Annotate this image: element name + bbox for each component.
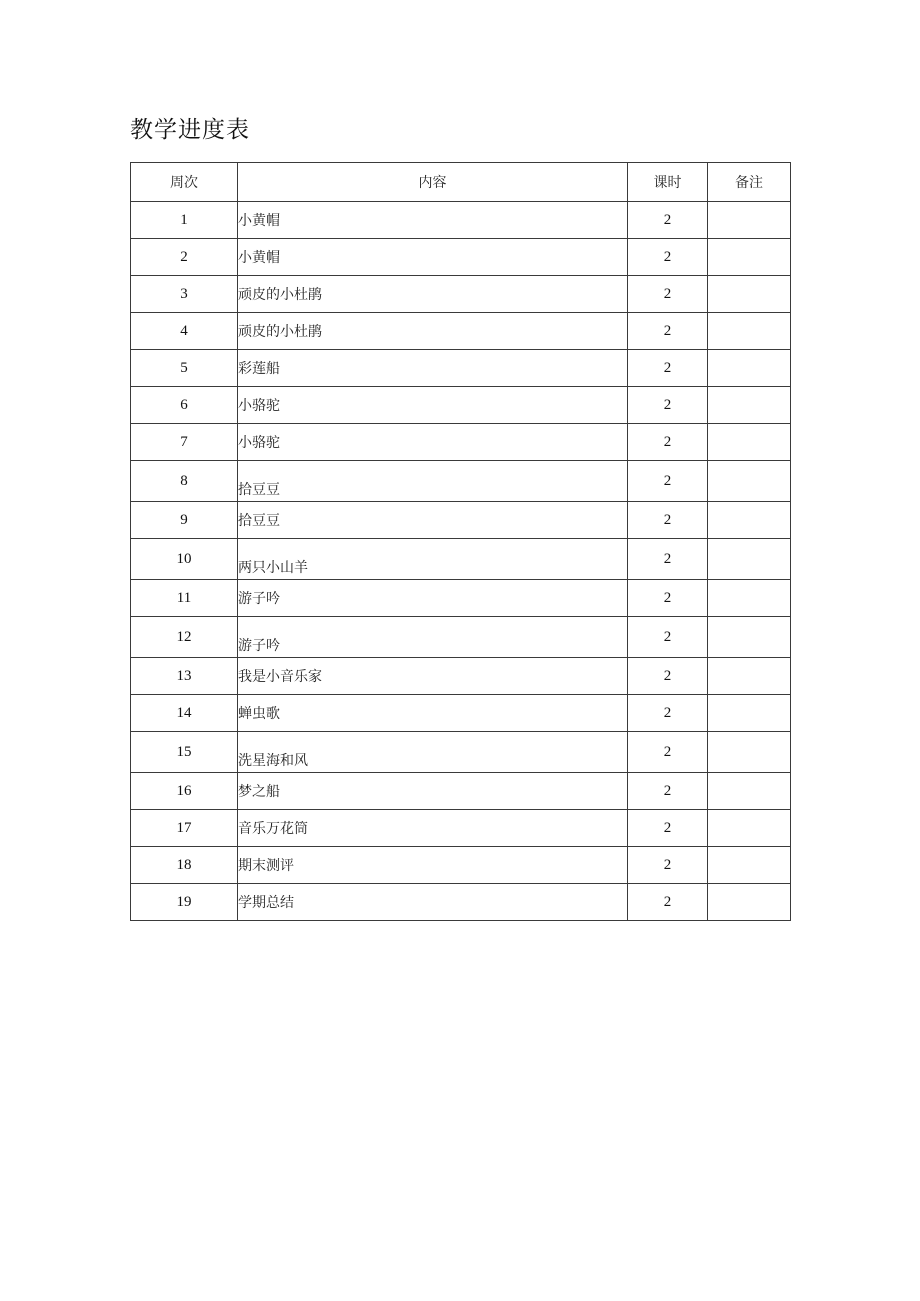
content-cell: 音乐万花筒	[238, 810, 628, 847]
week-cell: 12	[131, 617, 238, 658]
hours-cell: 2	[628, 313, 708, 350]
content-cell: 顽皮的小杜鹃	[238, 276, 628, 313]
table-row	[131, 313, 791, 350]
week-cell: 1	[131, 202, 238, 239]
hours-cell: 2	[628, 424, 708, 461]
table-row	[131, 539, 791, 580]
hours-cell: 2	[628, 810, 708, 847]
notes-cell	[708, 461, 791, 502]
table-row	[131, 276, 791, 313]
notes-cell	[708, 658, 791, 695]
hours-cell: 2	[628, 539, 708, 580]
hours-cell: 2	[628, 695, 708, 732]
notes-cell	[708, 580, 791, 617]
notes-cell	[708, 424, 791, 461]
header-content: 内容	[238, 163, 628, 202]
header-hours: 课时	[628, 163, 708, 202]
header-week: 周次	[131, 163, 238, 202]
week-cell: 18	[131, 847, 238, 884]
week-cell: 15	[131, 732, 238, 773]
table-row	[131, 461, 791, 502]
hours-cell: 2	[628, 773, 708, 810]
content-cell: 小骆驼	[238, 424, 628, 461]
content-cell: 游子吟	[238, 580, 628, 617]
week-cell: 2	[131, 239, 238, 276]
hours-cell: 2	[628, 658, 708, 695]
table-row	[131, 239, 791, 276]
notes-cell	[708, 202, 791, 239]
week-cell: 3	[131, 276, 238, 313]
table-row	[131, 732, 791, 773]
week-cell: 5	[131, 350, 238, 387]
notes-cell	[708, 387, 791, 424]
table-header-row	[131, 163, 791, 202]
hours-cell: 2	[628, 202, 708, 239]
hours-cell: 2	[628, 884, 708, 921]
week-cell: 7	[131, 424, 238, 461]
table-row	[131, 617, 791, 658]
content-cell: 彩莲船	[238, 350, 628, 387]
table-row	[131, 580, 791, 617]
hours-cell: 2	[628, 732, 708, 773]
hours-cell: 2	[628, 847, 708, 884]
hours-cell: 2	[628, 276, 708, 313]
week-cell: 19	[131, 884, 238, 921]
notes-cell	[708, 884, 791, 921]
notes-cell	[708, 695, 791, 732]
notes-cell	[708, 732, 791, 773]
hours-cell: 2	[628, 239, 708, 276]
content-cell: 我是小音乐家	[238, 658, 628, 695]
page-title: 教学进度表	[130, 117, 250, 143]
content-cell: 两只小山羊	[238, 539, 628, 580]
notes-cell	[708, 810, 791, 847]
table-row	[131, 810, 791, 847]
notes-cell	[708, 313, 791, 350]
notes-cell	[708, 847, 791, 884]
table-row	[131, 773, 791, 810]
table-row	[131, 884, 791, 921]
content-cell: 拾豆豆	[238, 461, 628, 502]
week-cell: 6	[131, 387, 238, 424]
header-notes: 备注	[708, 163, 791, 202]
content-cell: 期末测评	[238, 847, 628, 884]
week-cell: 10	[131, 539, 238, 580]
week-cell: 8	[131, 461, 238, 502]
table-row	[131, 424, 791, 461]
content-cell: 拾豆豆	[238, 502, 628, 539]
content-cell: 洗星海和风	[238, 732, 628, 773]
notes-cell	[708, 502, 791, 539]
week-cell: 9	[131, 502, 238, 539]
notes-cell	[708, 539, 791, 580]
notes-cell	[708, 239, 791, 276]
table-body	[131, 202, 791, 921]
table-row	[131, 658, 791, 695]
content-cell: 顽皮的小杜鹃	[238, 313, 628, 350]
week-cell: 13	[131, 658, 238, 695]
hours-cell: 2	[628, 580, 708, 617]
hours-cell: 2	[628, 387, 708, 424]
notes-cell	[708, 276, 791, 313]
week-cell: 11	[131, 580, 238, 617]
hours-cell: 2	[628, 502, 708, 539]
content-cell: 小黄帽	[238, 239, 628, 276]
hours-cell: 2	[628, 617, 708, 658]
table-row	[131, 202, 791, 239]
content-cell: 小骆驼	[238, 387, 628, 424]
week-cell: 17	[131, 810, 238, 847]
table-row	[131, 502, 791, 539]
table-row	[131, 387, 791, 424]
week-cell: 16	[131, 773, 238, 810]
content-cell: 蝉虫歌	[238, 695, 628, 732]
week-cell: 14	[131, 695, 238, 732]
notes-cell	[708, 773, 791, 810]
hours-cell: 2	[628, 350, 708, 387]
table-row	[131, 847, 791, 884]
table-row	[131, 350, 791, 387]
content-cell: 梦之船	[238, 773, 628, 810]
hours-cell: 2	[628, 461, 708, 502]
schedule-table	[130, 162, 791, 921]
notes-cell	[708, 617, 791, 658]
week-cell: 4	[131, 313, 238, 350]
content-cell: 游子吟	[238, 617, 628, 658]
notes-cell	[708, 350, 791, 387]
content-cell: 学期总结	[238, 884, 628, 921]
table-row	[131, 695, 791, 732]
content-cell: 小黄帽	[238, 202, 628, 239]
